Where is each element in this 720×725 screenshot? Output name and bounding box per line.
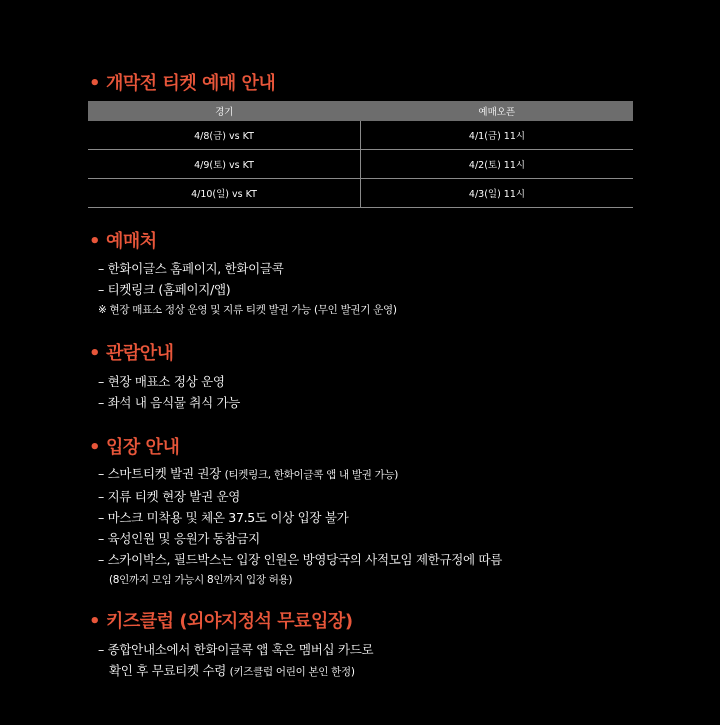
bullet: • — [89, 437, 101, 458]
list-item: – 스카이박스, 필드박스는 입장 인원은 방영당국의 사적모임 제한규정에 따름 — [98, 552, 503, 567]
list-item: – 한화이글스 홈페이지, 한화이글콕 — [98, 261, 284, 276]
cell-open: 4/3(일) 11시 — [361, 179, 634, 208]
list-item: – 좌석 내 음식물 취식 가능 — [98, 395, 241, 410]
section-title-text: 키즈클럽 (외야지정석 무료입장) — [106, 611, 353, 632]
bullet: • — [89, 343, 101, 364]
list-item — [98, 463, 502, 486]
bullet: • — [89, 231, 101, 252]
entry-list — [98, 463, 502, 591]
list-item-small: (키즈클럽 어린이 본인 한정) — [229, 666, 355, 678]
bullet: • — [89, 73, 101, 94]
list-item: – 종합안내소에서 한화이글콕 앱 혹은 멤버십 카드로 — [98, 642, 374, 657]
list-item: – 지류 티켓 현장 발권 운영 — [98, 489, 241, 504]
table-row — [88, 179, 633, 208]
section-title-viewing — [89, 339, 174, 365]
table-row — [88, 150, 633, 179]
section-title-entry — [89, 433, 179, 459]
section-title-kids — [89, 607, 353, 633]
cell-game: 4/8(금) vs KT — [88, 121, 361, 150]
outlets-note: ※ 현장 매표소 정상 운영 및 지류 티켓 발권 가능 (무인 발권기 운영) — [98, 304, 397, 316]
section-title-text: 예매처 — [106, 231, 157, 252]
cell-open: 4/1(금) 11시 — [361, 121, 634, 150]
list-item-main: 확인 후 무료티켓 수령 — [109, 663, 230, 678]
table-row — [88, 121, 633, 150]
list-item: – 마스크 미착용 및 체온 37.5도 이상 입장 불가 — [98, 510, 349, 525]
section-title-text: 관람안내 — [106, 343, 174, 364]
section-title-outlets — [89, 227, 157, 253]
outlets-list — [98, 258, 397, 321]
entry-note: (8인까지 모임 가능시 8인까지 입장 허용) — [109, 574, 293, 586]
section-title-text: 입장 안내 — [106, 437, 180, 458]
section-title-text: 개막전 티켓 예매 안내 — [106, 73, 276, 94]
bullet: • — [89, 611, 101, 632]
presale-schedule-table — [88, 101, 633, 208]
list-item: – 티켓링크 (홈페이지/앱) — [98, 282, 231, 297]
list-item-small: (티켓링크, 한화이글콕 앱 내 발권 가능) — [224, 469, 399, 481]
list-item — [98, 660, 373, 683]
cell-open: 4/2(토) 11시 — [361, 150, 634, 179]
kids-list — [98, 639, 373, 683]
header-open: 예매오픈 — [361, 101, 634, 121]
viewing-list — [98, 371, 240, 413]
header-game: 경기 — [88, 101, 361, 121]
cell-game: 4/9(토) vs KT — [88, 150, 361, 179]
section-title-presale — [89, 69, 275, 95]
list-item: – 현장 매표소 정상 운영 — [98, 374, 225, 389]
table-header-row — [88, 101, 633, 121]
list-item-main: – 스마트티켓 발권 권장 — [98, 466, 225, 481]
list-item: – 육성인원 및 응원가 동참금지 — [98, 531, 260, 546]
cell-game: 4/10(일) vs KT — [88, 179, 361, 208]
